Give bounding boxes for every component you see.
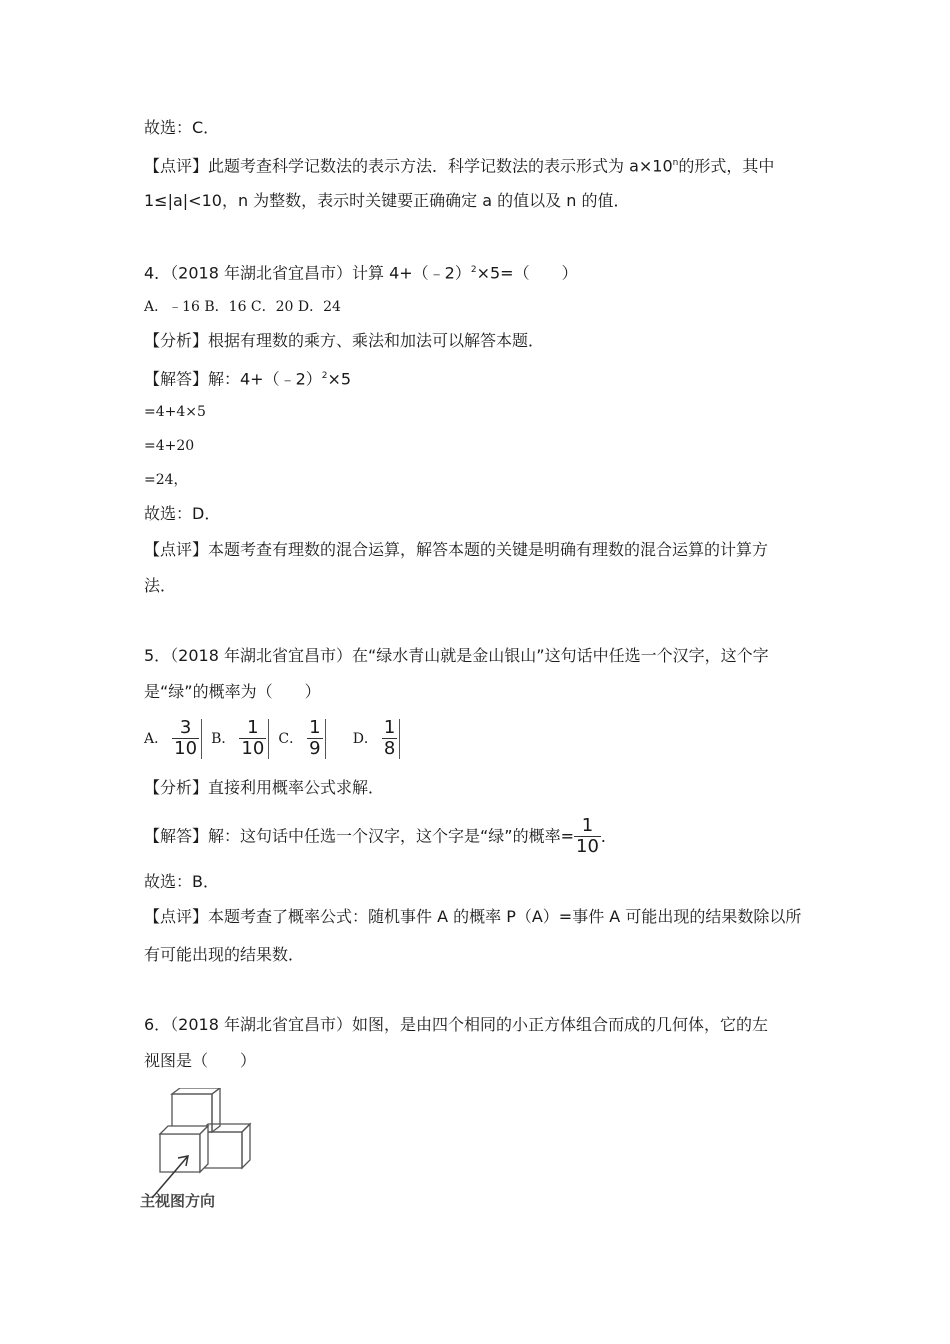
q5-option-d-num: 1 [383, 717, 396, 738]
q5-option-b-bar [268, 719, 269, 759]
q5-option-d-fraction [382, 718, 397, 759]
q5-solution-text: 【解答】解：这句话中任选一个汉字，这个字是“绿”的概率= [144, 826, 574, 846]
q5-option-a-label: A． [144, 730, 169, 747]
q3-comment-line-2: 1≤|a|<10，n 为整数，表示时关键要正确确定 a 的值以及 n 的值． [144, 191, 630, 210]
cube-figure-svg [140, 1088, 260, 1200]
q5-solution-num: 1 [581, 815, 594, 836]
q5-option-d-bar [399, 719, 400, 759]
q3-comment-line-1 [144, 153, 774, 176]
q3-comment-end: 的形式，其中 [678, 156, 775, 176]
q5-options [144, 716, 400, 761]
q5-option-b-label: B． [211, 730, 236, 747]
q5-option-c-num: 1 [309, 717, 321, 738]
q3-comment-sup: n [672, 158, 679, 168]
top-cube-side [212, 1088, 220, 1132]
q4-comment-line-1: 【点评】本题考查有理数的混合运算，解答本题的关键是明确有理数的混合运算的计算方 [144, 540, 769, 559]
q4-solution-sup: 2 [321, 371, 328, 381]
cube-figure [140, 1088, 260, 1211]
q4-solution [144, 366, 351, 389]
q3-comment-text: 【点评】此题考查科学记数法的表示方法．科学记数法的表示形式为 a×10 [144, 156, 673, 176]
q4-answer: 故选：D． [144, 504, 221, 523]
q5-solution-end: ． [600, 826, 617, 846]
figure-caption: 主视图方向 [140, 1192, 216, 1210]
q5-solution-den: 10 [576, 836, 599, 857]
q5-option-a-bar [201, 719, 202, 759]
q5-comment-line-1: 【点评】本题考查了概率公式：随机事件 A 的概率 P（A）=事件 A 可能出现的结果数除以所 [144, 907, 802, 926]
q6-stem-line-2: 视图是（ ） [144, 1051, 257, 1070]
q5-analysis: 【分析】直接利用概率公式求解． [144, 778, 385, 797]
q4-stem [144, 260, 578, 283]
q3-answer: 故选：C． [144, 118, 220, 137]
q5-answer: 故选：B． [144, 872, 219, 891]
q5-option-c-fraction [307, 718, 322, 759]
q5-option-b-den: 10 [241, 738, 265, 759]
q4-options: A．﹣16 B．16 C．20 D．24 [144, 299, 341, 315]
q5-option-a-den: 10 [174, 738, 198, 759]
q4-solution-end: ×5 [327, 369, 352, 389]
front-cube-side [200, 1126, 208, 1172]
q4-step-2: =4+20 [144, 438, 195, 454]
q5-comment-line-2: 有可能出现的结果数． [144, 945, 305, 964]
q4-comment-line-2: 法． [144, 576, 177, 595]
q4-step-1: =4+4×5 [144, 404, 206, 420]
q5-option-b-num: 1 [247, 717, 259, 738]
right-cube-side [242, 1124, 250, 1168]
q5-solution-fraction [574, 816, 601, 857]
q4-stem-text: 4．（2018 年湖北省宜昌市）计算 4+（﹣2） [144, 263, 471, 283]
q5-option-d-label: D． [352, 730, 378, 747]
q4-analysis: 【分析】根据有理数的乘方、乘法和加法可以解答本题． [144, 331, 545, 350]
q5-option-a-num: 3 [179, 717, 192, 738]
q4-step-3: =24， [144, 472, 188, 488]
q4-stem-end: ×5=（ ） [476, 263, 578, 283]
q5-option-c-den: 9 [309, 738, 321, 759]
q5-stem-line-1: 5．（2018 年湖北省宜昌市）在“绿水青山就是金山银山”这句话中任选一个汉字，这个字 [144, 646, 769, 665]
q5-option-c-label: C． [278, 730, 304, 747]
q5-option-b-fraction [239, 718, 266, 759]
q4-stem-sup: 2 [470, 265, 477, 275]
q5-solution [144, 814, 617, 859]
q5-option-a-fraction [172, 718, 199, 759]
q5-option-c-bar [325, 719, 326, 759]
q6-stem-line-1: 6．（2018 年湖北省宜昌市）如图，是由四个相同的小正方体组合而成的几何体，它的左 [144, 1015, 768, 1034]
q5-stem-line-2: 是“绿”的概率为（ ） [144, 682, 321, 701]
q5-option-d-den: 8 [383, 738, 396, 759]
q4-solution-text: 【解答】解：4+（﹣2） [144, 369, 322, 389]
